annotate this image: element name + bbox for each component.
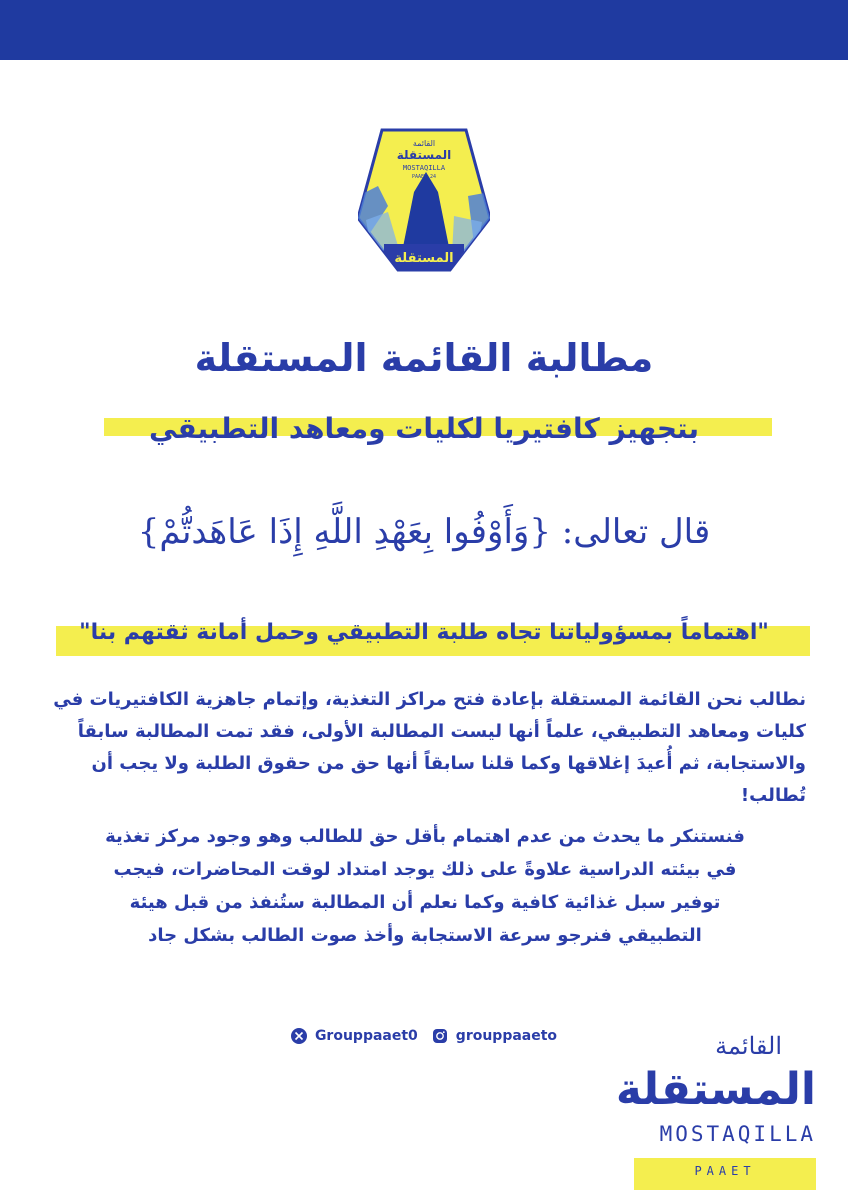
instagram-icon[interactable] <box>432 1028 448 1044</box>
top-bar <box>0 0 848 60</box>
brand-main-text: المستقلة <box>615 1064 816 1115</box>
x-twitter-icon[interactable] <box>291 1028 307 1044</box>
paaet-label: PAAET <box>694 1164 756 1178</box>
brand-latin-text: MOSTAQILLA <box>659 1122 816 1146</box>
logo-emblem <box>358 126 490 272</box>
logo-line1: القائمة <box>412 139 436 148</box>
logo-emblem-graphic <box>358 126 490 272</box>
paragraph-condemn: فنستنكر ما يحدث من عدم اهتمام بأقل حق للطالب وهو وجود مركز تغذية في بيئته الدراسية علاوةً على ذلك يوجد امتداد لوقت المحاضرات، فيجب توفير سبل غذائية كافية وكما نعلم أن المطالبة ستُنفذ من قبل هيئة التطبيقي فنرجو سرعة الاستجابة وأخذ صوت الطالب بشكل جاد <box>105 826 745 946</box>
twitter-handle[interactable]: Grouppaaet0 <box>314 1028 418 1044</box>
logo-bottom-text: المستقلة <box>394 251 454 266</box>
logo-line2: المستقلة <box>396 148 452 162</box>
quran-verse: قال تعالى: {وَأَوْفُوا بِعَهْدِ اللَّهِ إِذَا عَاهَدتُّمْ} <box>137 512 711 552</box>
instagram-handle[interactable]: grouppaaeto <box>455 1028 558 1044</box>
paragraph-demand: نطالب نحن القائمة المستقلة بإعادة فتح مراكز التغذية، وإتمام جاهزية الكافتيريات في كليات ومعاهد التطبيقي، علماً أنها ليست المطالبة الأولى، فقد تمت المطالبة سابقاً والاستجابة، ثم أُعيدَ إغلاقها وكما قلنا سابقاً أنها حق من حقوق الطلبة ولا يجب أن تُطالب! <box>53 689 806 806</box>
page-title: مطالبة القائمة المستقلة <box>194 336 654 380</box>
brand-top-text: القائمة <box>715 1032 782 1060</box>
logo-line3: MOSTAQILLA <box>402 164 446 172</box>
subtitle: بتجهيز كافتيريا لكليات ومعاهد التطبيقي <box>149 412 699 445</box>
logo-line4: PAAET 24 <box>411 174 437 180</box>
quote-line: "اهتماماً بمسؤولياتنا تجاه طلبة التطبيقي وحمل أمانة ثقتهم بنا" <box>79 620 769 645</box>
